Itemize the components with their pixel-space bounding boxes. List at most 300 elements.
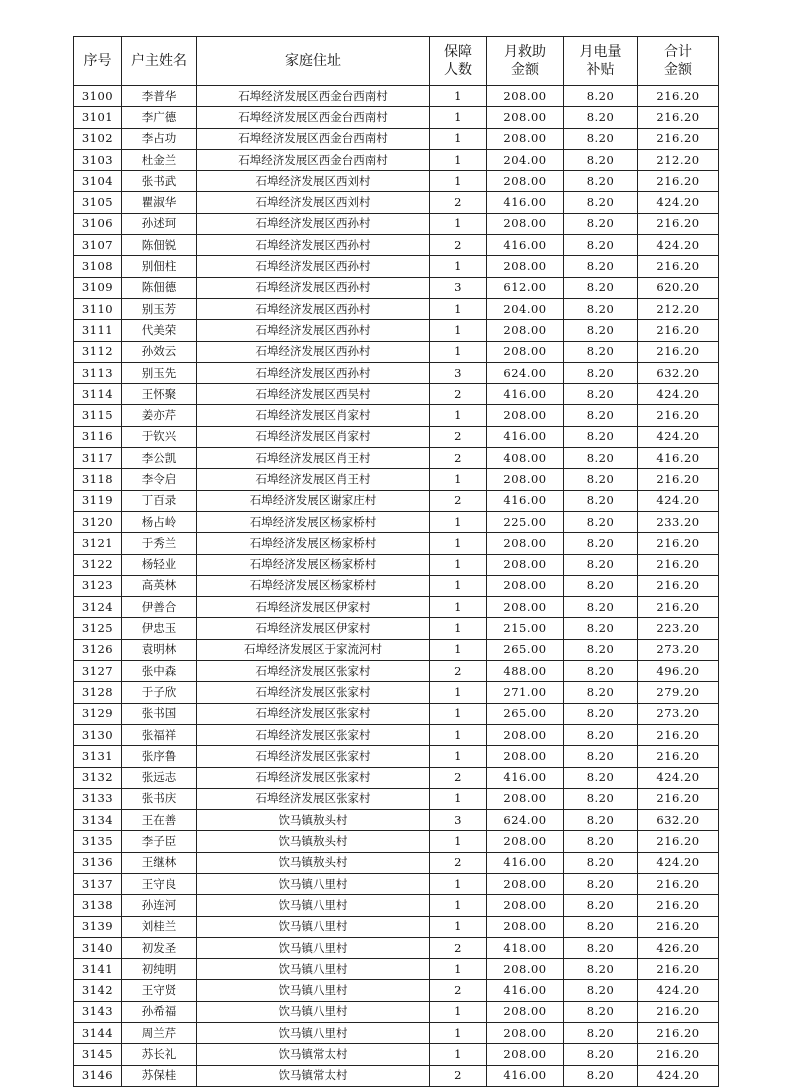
cell-aid: 208.00 xyxy=(487,1044,564,1065)
cell-persons: 2 xyxy=(430,767,487,788)
table-row xyxy=(74,852,719,873)
cell-name: 于子欣 xyxy=(122,682,197,703)
cell-aid: 416.00 xyxy=(487,980,564,1001)
cell-aid: 208.00 xyxy=(487,320,564,341)
cell-aid: 208.00 xyxy=(487,959,564,980)
cell-aid: 612.00 xyxy=(487,277,564,298)
header-elec-line1: 月电量 xyxy=(579,44,622,60)
cell-aid: 416.00 xyxy=(487,426,564,447)
cell-elec: 8.20 xyxy=(564,128,638,149)
cell-total: 216.20 xyxy=(638,597,719,618)
cell-address: 石埠经济发展区西孙村 xyxy=(197,235,430,256)
cell-seq: 3122 xyxy=(74,554,122,575)
cell-seq: 3120 xyxy=(74,511,122,532)
cell-aid: 416.00 xyxy=(487,767,564,788)
cell-name: 张远志 xyxy=(122,767,197,788)
cell-aid: 271.00 xyxy=(487,682,564,703)
cell-persons: 1 xyxy=(430,703,487,724)
cell-seq: 3140 xyxy=(74,937,122,958)
cell-address: 饮马镇八里村 xyxy=(197,937,430,958)
cell-seq: 3132 xyxy=(74,767,122,788)
cell-aid: 208.00 xyxy=(487,788,564,809)
cell-aid: 208.00 xyxy=(487,831,564,852)
table-row xyxy=(74,703,719,724)
cell-name: 于钦兴 xyxy=(122,426,197,447)
cell-seq: 3133 xyxy=(74,788,122,809)
cell-seq: 3145 xyxy=(74,1044,122,1065)
header-aid-line2: 金额 xyxy=(511,62,539,78)
cell-address: 石埠经济发展区西金台西南村 xyxy=(197,128,430,149)
cell-persons: 1 xyxy=(430,597,487,618)
table-row xyxy=(74,490,719,511)
cell-total: 424.20 xyxy=(638,980,719,1001)
cell-elec: 8.20 xyxy=(564,511,638,532)
cell-total: 216.20 xyxy=(638,107,719,128)
cell-aid: 208.00 xyxy=(487,916,564,937)
cell-seq: 3112 xyxy=(74,341,122,362)
cell-aid: 208.00 xyxy=(487,341,564,362)
cell-name: 杜金兰 xyxy=(122,149,197,170)
cell-persons: 1 xyxy=(430,873,487,894)
cell-address: 石埠经济发展区杨家桥村 xyxy=(197,575,430,596)
cell-address: 饮马镇八里村 xyxy=(197,1023,430,1044)
cell-elec: 8.20 xyxy=(564,277,638,298)
cell-address: 石埠经济发展区谢家庄村 xyxy=(197,490,430,511)
cell-persons: 1 xyxy=(430,533,487,554)
cell-address: 石埠经济发展区张家村 xyxy=(197,703,430,724)
cell-total: 216.20 xyxy=(638,213,719,234)
table-row xyxy=(74,448,719,469)
cell-name: 别玉先 xyxy=(122,362,197,383)
cell-address: 饮马镇敖头村 xyxy=(197,852,430,873)
cell-total: 216.20 xyxy=(638,171,719,192)
cell-seq: 3117 xyxy=(74,448,122,469)
cell-persons: 1 xyxy=(430,405,487,426)
cell-aid: 215.00 xyxy=(487,618,564,639)
cell-seq: 3142 xyxy=(74,980,122,1001)
cell-elec: 8.20 xyxy=(564,639,638,660)
cell-address: 饮马镇敖头村 xyxy=(197,810,430,831)
cell-seq: 3110 xyxy=(74,298,122,319)
cell-persons: 1 xyxy=(430,1044,487,1065)
header-total-line1: 合计 xyxy=(664,44,692,60)
table-row xyxy=(74,128,719,149)
cell-name: 李令启 xyxy=(122,469,197,490)
cell-elec: 8.20 xyxy=(564,320,638,341)
table-row xyxy=(74,171,719,192)
cell-address: 石埠经济发展区伊家村 xyxy=(197,618,430,639)
cell-seq: 3116 xyxy=(74,426,122,447)
cell-address: 饮马镇常太村 xyxy=(197,1044,430,1065)
cell-name: 孙希福 xyxy=(122,1001,197,1022)
cell-name: 张中森 xyxy=(122,661,197,682)
cell-persons: 1 xyxy=(430,916,487,937)
cell-name: 瞿淑华 xyxy=(122,192,197,213)
cell-total: 216.20 xyxy=(638,256,719,277)
cell-seq: 3136 xyxy=(74,852,122,873)
cell-aid: 408.00 xyxy=(487,448,564,469)
cell-name: 王怀聚 xyxy=(122,384,197,405)
cell-aid: 416.00 xyxy=(487,490,564,511)
header-name: 户主姓名 xyxy=(122,37,197,86)
cell-total: 424.20 xyxy=(638,1065,719,1086)
table-row xyxy=(74,873,719,894)
cell-persons: 1 xyxy=(430,639,487,660)
table-row xyxy=(74,724,719,745)
cell-persons: 2 xyxy=(430,661,487,682)
cell-elec: 8.20 xyxy=(564,1044,638,1065)
cell-elec: 8.20 xyxy=(564,873,638,894)
cell-persons: 2 xyxy=(430,1065,487,1086)
cell-persons: 3 xyxy=(430,810,487,831)
cell-total: 216.20 xyxy=(638,341,719,362)
cell-aid: 265.00 xyxy=(487,639,564,660)
cell-total: 216.20 xyxy=(638,724,719,745)
table-row xyxy=(74,895,719,916)
cell-persons: 1 xyxy=(430,256,487,277)
cell-address: 石埠经济发展区杨家桥村 xyxy=(197,533,430,554)
cell-persons: 2 xyxy=(430,980,487,1001)
cell-seq: 3143 xyxy=(74,1001,122,1022)
table-row xyxy=(74,277,719,298)
cell-persons: 1 xyxy=(430,724,487,745)
table-row xyxy=(74,469,719,490)
cell-address: 石埠经济发展区张家村 xyxy=(197,788,430,809)
cell-address: 石埠经济发展区西金台西南村 xyxy=(197,107,430,128)
table-row xyxy=(74,639,719,660)
cell-elec: 8.20 xyxy=(564,533,638,554)
cell-name: 王在善 xyxy=(122,810,197,831)
cell-total: 223.20 xyxy=(638,618,719,639)
cell-name: 李子臣 xyxy=(122,831,197,852)
cell-address: 石埠经济发展区肖家村 xyxy=(197,405,430,426)
cell-address: 石埠经济发展区西孙村 xyxy=(197,213,430,234)
header-aid-line1: 月救助 xyxy=(504,44,546,60)
cell-seq: 3106 xyxy=(74,213,122,234)
cell-address: 石埠经济发展区肖王村 xyxy=(197,448,430,469)
cell-total: 424.20 xyxy=(638,490,719,511)
cell-persons: 1 xyxy=(430,1001,487,1022)
cell-elec: 8.20 xyxy=(564,767,638,788)
cell-total: 496.20 xyxy=(638,661,719,682)
cell-aid: 208.00 xyxy=(487,213,564,234)
table-row xyxy=(74,682,719,703)
cell-elec: 8.20 xyxy=(564,895,638,916)
table-row xyxy=(74,788,719,809)
cell-persons: 1 xyxy=(430,171,487,192)
cell-seq: 3129 xyxy=(74,703,122,724)
cell-elec: 8.20 xyxy=(564,618,638,639)
table-row xyxy=(74,405,719,426)
cell-elec: 8.20 xyxy=(564,426,638,447)
cell-persons: 2 xyxy=(430,448,487,469)
cell-name: 张序鲁 xyxy=(122,746,197,767)
cell-elec: 8.20 xyxy=(564,1065,638,1086)
cell-total: 212.20 xyxy=(638,149,719,170)
cell-aid: 208.00 xyxy=(487,575,564,596)
cell-seq: 3135 xyxy=(74,831,122,852)
cell-address: 石埠经济发展区西孙村 xyxy=(197,277,430,298)
cell-name: 杨占岭 xyxy=(122,511,197,532)
cell-seq: 3104 xyxy=(74,171,122,192)
cell-elec: 8.20 xyxy=(564,107,638,128)
cell-name: 于秀兰 xyxy=(122,533,197,554)
table-row xyxy=(74,1023,719,1044)
table-row xyxy=(74,298,719,319)
cell-elec: 8.20 xyxy=(564,575,638,596)
cell-aid: 208.00 xyxy=(487,533,564,554)
cell-address: 饮马镇八里村 xyxy=(197,873,430,894)
cell-seq: 3138 xyxy=(74,895,122,916)
cell-total: 216.20 xyxy=(638,873,719,894)
cell-seq: 3137 xyxy=(74,873,122,894)
cell-persons: 1 xyxy=(430,575,487,596)
table-row xyxy=(74,1001,719,1022)
cell-total: 424.20 xyxy=(638,426,719,447)
cell-name: 王守良 xyxy=(122,873,197,894)
cell-persons: 1 xyxy=(430,469,487,490)
cell-elec: 8.20 xyxy=(564,1001,638,1022)
cell-name: 张书庆 xyxy=(122,788,197,809)
cell-persons: 1 xyxy=(430,86,487,107)
header-aid xyxy=(487,37,564,86)
header-total xyxy=(638,37,719,86)
cell-persons: 2 xyxy=(430,490,487,511)
header-total-line2: 金额 xyxy=(664,62,692,78)
cell-seq: 3144 xyxy=(74,1023,122,1044)
cell-elec: 8.20 xyxy=(564,831,638,852)
table-row xyxy=(74,980,719,1001)
cell-address: 石埠经济发展区西刘村 xyxy=(197,192,430,213)
cell-elec: 8.20 xyxy=(564,916,638,937)
cell-total: 216.20 xyxy=(638,533,719,554)
cell-address: 石埠经济发展区张家村 xyxy=(197,724,430,745)
table-row xyxy=(74,213,719,234)
cell-name: 孙述珂 xyxy=(122,213,197,234)
cell-address: 石埠经济发展区张家村 xyxy=(197,661,430,682)
cell-aid: 208.00 xyxy=(487,746,564,767)
cell-persons: 1 xyxy=(430,895,487,916)
table-row xyxy=(74,107,719,128)
cell-total: 426.20 xyxy=(638,937,719,958)
cell-address: 石埠经济发展区于家流河村 xyxy=(197,639,430,660)
table-row xyxy=(74,235,719,256)
header-elec xyxy=(564,37,638,86)
header-elec-line2: 补贴 xyxy=(586,62,615,78)
cell-address: 饮马镇敖头村 xyxy=(197,831,430,852)
cell-name: 陈佃锐 xyxy=(122,235,197,256)
cell-elec: 8.20 xyxy=(564,490,638,511)
cell-total: 279.20 xyxy=(638,682,719,703)
cell-persons: 2 xyxy=(430,384,487,405)
cell-aid: 265.00 xyxy=(487,703,564,724)
cell-name: 姜亦芹 xyxy=(122,405,197,426)
cell-elec: 8.20 xyxy=(564,213,638,234)
cell-name: 张书国 xyxy=(122,703,197,724)
cell-aid: 208.00 xyxy=(487,128,564,149)
cell-total: 424.20 xyxy=(638,235,719,256)
cell-persons: 1 xyxy=(430,213,487,234)
cell-aid: 416.00 xyxy=(487,1065,564,1086)
cell-total: 632.20 xyxy=(638,810,719,831)
table-row xyxy=(74,533,719,554)
cell-seq: 3113 xyxy=(74,362,122,383)
cell-persons: 1 xyxy=(430,554,487,575)
cell-address: 石埠经济发展区西刘村 xyxy=(197,171,430,192)
cell-aid: 225.00 xyxy=(487,511,564,532)
relief-roster-table xyxy=(73,36,719,1087)
cell-aid: 204.00 xyxy=(487,149,564,170)
cell-name: 初纯明 xyxy=(122,959,197,980)
table-row xyxy=(74,384,719,405)
cell-name: 袁明林 xyxy=(122,639,197,660)
cell-elec: 8.20 xyxy=(564,362,638,383)
cell-address: 石埠经济发展区西孙村 xyxy=(197,298,430,319)
roster-body xyxy=(74,86,719,1087)
cell-persons: 1 xyxy=(430,128,487,149)
cell-aid: 488.00 xyxy=(487,661,564,682)
cell-total: 216.20 xyxy=(638,86,719,107)
table-row xyxy=(74,597,719,618)
table-row xyxy=(74,426,719,447)
cell-aid: 208.00 xyxy=(487,107,564,128)
cell-seq: 3146 xyxy=(74,1065,122,1086)
cell-persons: 1 xyxy=(430,746,487,767)
cell-elec: 8.20 xyxy=(564,682,638,703)
table-row xyxy=(74,86,719,107)
header-seq: 序号 xyxy=(74,37,122,86)
table-row xyxy=(74,746,719,767)
cell-elec: 8.20 xyxy=(564,384,638,405)
cell-total: 216.20 xyxy=(638,554,719,575)
header-persons-line1: 保障 xyxy=(444,44,472,60)
cell-seq: 3141 xyxy=(74,959,122,980)
cell-seq: 3119 xyxy=(74,490,122,511)
cell-persons: 1 xyxy=(430,831,487,852)
cell-persons: 2 xyxy=(430,937,487,958)
cell-total: 273.20 xyxy=(638,639,719,660)
cell-seq: 3100 xyxy=(74,86,122,107)
cell-seq: 3125 xyxy=(74,618,122,639)
cell-total: 424.20 xyxy=(638,384,719,405)
cell-aid: 208.00 xyxy=(487,171,564,192)
cell-address: 石埠经济发展区杨家桥村 xyxy=(197,511,430,532)
table-row xyxy=(74,1065,719,1086)
cell-elec: 8.20 xyxy=(564,810,638,831)
cell-address: 饮马镇八里村 xyxy=(197,980,430,1001)
table-row xyxy=(74,320,719,341)
cell-persons: 2 xyxy=(430,852,487,873)
table-row xyxy=(74,937,719,958)
cell-persons: 2 xyxy=(430,235,487,256)
cell-total: 620.20 xyxy=(638,277,719,298)
cell-elec: 8.20 xyxy=(564,448,638,469)
cell-persons: 1 xyxy=(430,959,487,980)
cell-address: 石埠经济发展区张家村 xyxy=(197,682,430,703)
cell-address: 石埠经济发展区西孙村 xyxy=(197,362,430,383)
table-row xyxy=(74,767,719,788)
cell-seq: 3130 xyxy=(74,724,122,745)
cell-elec: 8.20 xyxy=(564,1023,638,1044)
cell-elec: 8.20 xyxy=(564,235,638,256)
cell-elec: 8.20 xyxy=(564,554,638,575)
cell-address: 石埠经济发展区杨家桥村 xyxy=(197,554,430,575)
cell-seq: 3109 xyxy=(74,277,122,298)
table-row xyxy=(74,554,719,575)
cell-elec: 8.20 xyxy=(564,703,638,724)
cell-total: 424.20 xyxy=(638,852,719,873)
cell-name: 丁百录 xyxy=(122,490,197,511)
cell-seq: 3123 xyxy=(74,575,122,596)
cell-address: 石埠经济发展区西孙村 xyxy=(197,320,430,341)
cell-name: 张书武 xyxy=(122,171,197,192)
cell-aid: 208.00 xyxy=(487,554,564,575)
cell-aid: 624.00 xyxy=(487,362,564,383)
cell-total: 216.20 xyxy=(638,320,719,341)
cell-elec: 8.20 xyxy=(564,256,638,277)
table-row xyxy=(74,575,719,596)
cell-aid: 208.00 xyxy=(487,1023,564,1044)
table-row xyxy=(74,341,719,362)
cell-seq: 3114 xyxy=(74,384,122,405)
cell-persons: 1 xyxy=(430,298,487,319)
cell-name: 王继林 xyxy=(122,852,197,873)
cell-seq: 3118 xyxy=(74,469,122,490)
cell-name: 李占功 xyxy=(122,128,197,149)
cell-address: 石埠经济发展区西吴村 xyxy=(197,384,430,405)
cell-address: 饮马镇常太村 xyxy=(197,1065,430,1086)
cell-total: 216.20 xyxy=(638,788,719,809)
cell-persons: 1 xyxy=(430,618,487,639)
cell-total: 216.20 xyxy=(638,405,719,426)
cell-persons: 3 xyxy=(430,362,487,383)
cell-name: 周兰芹 xyxy=(122,1023,197,1044)
cell-name: 杨轻业 xyxy=(122,554,197,575)
cell-total: 216.20 xyxy=(638,1044,719,1065)
cell-address: 石埠经济发展区伊家村 xyxy=(197,597,430,618)
table-row xyxy=(74,362,719,383)
cell-seq: 3134 xyxy=(74,810,122,831)
cell-total: 273.20 xyxy=(638,703,719,724)
cell-aid: 208.00 xyxy=(487,1001,564,1022)
cell-name: 李广德 xyxy=(122,107,197,128)
cell-total: 216.20 xyxy=(638,831,719,852)
cell-seq: 3107 xyxy=(74,235,122,256)
cell-seq: 3111 xyxy=(74,320,122,341)
cell-address: 石埠经济发展区张家村 xyxy=(197,746,430,767)
cell-total: 424.20 xyxy=(638,192,719,213)
cell-total: 216.20 xyxy=(638,575,719,596)
cell-elec: 8.20 xyxy=(564,149,638,170)
cell-seq: 3108 xyxy=(74,256,122,277)
cell-elec: 8.20 xyxy=(564,746,638,767)
cell-elec: 8.20 xyxy=(564,661,638,682)
table-row xyxy=(74,256,719,277)
cell-elec: 8.20 xyxy=(564,192,638,213)
cell-seq: 3128 xyxy=(74,682,122,703)
cell-seq: 3127 xyxy=(74,661,122,682)
cell-persons: 1 xyxy=(430,788,487,809)
cell-name: 王守贤 xyxy=(122,980,197,1001)
cell-persons: 1 xyxy=(430,682,487,703)
cell-persons: 3 xyxy=(430,277,487,298)
cell-seq: 3139 xyxy=(74,916,122,937)
cell-total: 216.20 xyxy=(638,1023,719,1044)
cell-name: 陈佃德 xyxy=(122,277,197,298)
cell-seq: 3115 xyxy=(74,405,122,426)
cell-name: 高英林 xyxy=(122,575,197,596)
cell-persons: 2 xyxy=(430,192,487,213)
